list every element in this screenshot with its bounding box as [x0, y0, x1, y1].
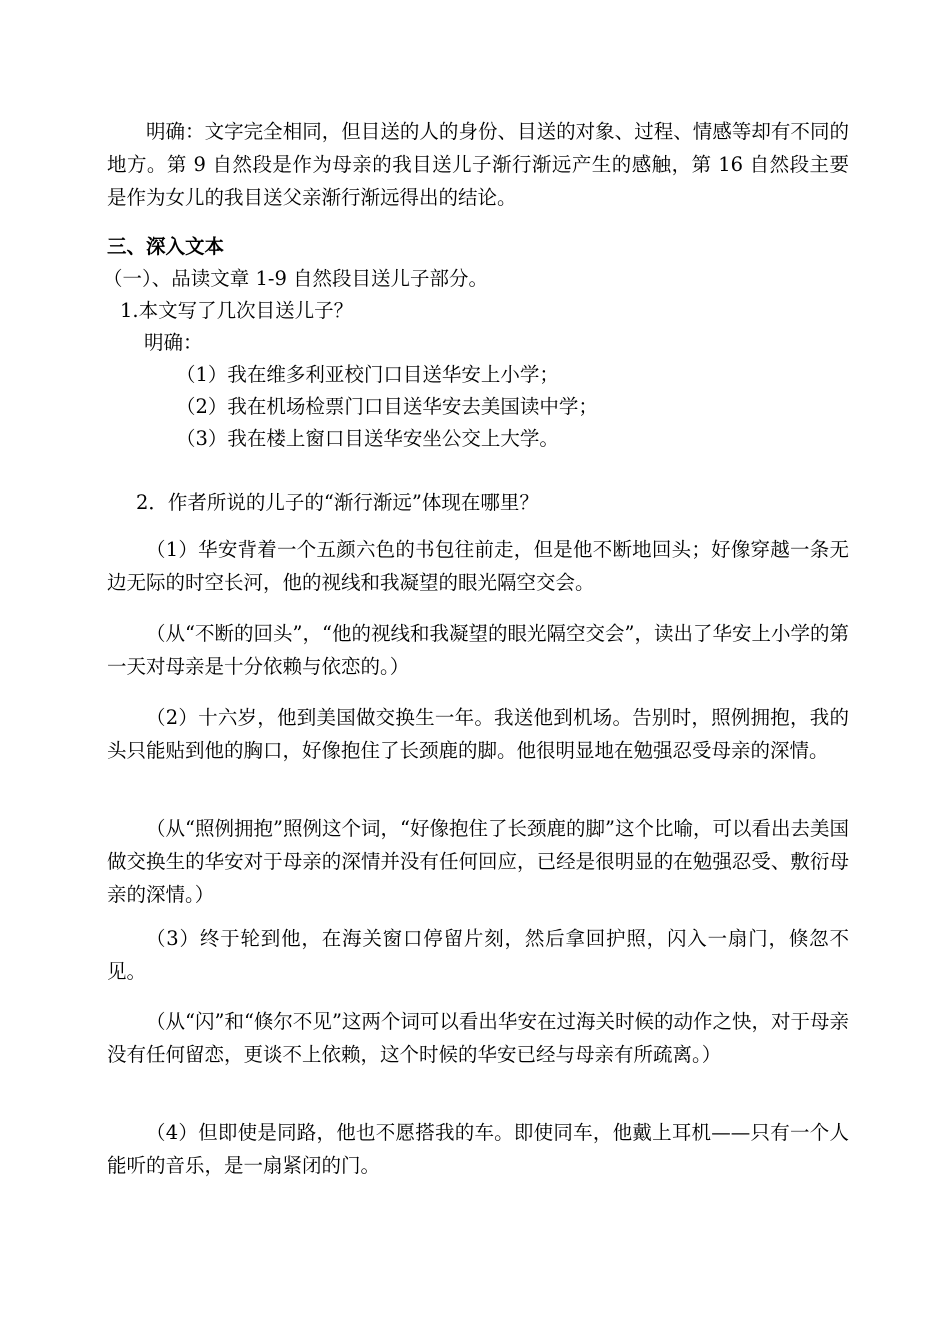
answer-item: （2）我在机场检票门口目送华安去美国读中学； [176, 395, 598, 418]
quote-paragraph: （2）十六岁，他到美国做交换生一年。我送他到机场。告别时，照例拥抱，我的头只能贴到他的胸口，好像抱住了长颈鹿的脚。他很明显地在勉强忍受母亲的深情。 [107, 706, 849, 762]
intro-clarify-paragraph: 明确：文字完全相同，但目送的人的身份、目送的对象、过程、情感等却有不同的地方。第 9 自然段是作为母亲的我目送儿子渐行渐远产生的感触，第 16 自然段主要是作为女儿的我目送父亲渐行渐远得出的结论。 [107, 120, 849, 209]
question-2: 2．作者所说的儿子的“渐行渐远”体现在哪里？ [136, 491, 539, 514]
question-1: 1.本文写了几次目送儿子？ [120, 299, 354, 322]
section-heading: 三、深入文本 [107, 235, 225, 258]
quote-paragraph: （4）但即使是同路，他也不愿搭我的车。即使同车，他戴上耳机——只有一个人能听的音乐，是一扇紧闭的门。 [107, 1121, 849, 1177]
clarify-label: 明确： [144, 331, 203, 354]
analysis-paragraph: （从“不断的回头”，“他的视线和我凝望的眼光隔空交会”，读出了华安上小学的第一天对母亲是十分依赖与依恋的。） [107, 622, 849, 678]
quote-paragraph: （3）终于轮到他，在海关窗口停留片刻，然后拿回护照，闪入一扇门，倏忽不见。 [107, 927, 849, 983]
answer-item: （3）我在楼上窗口目送华安坐公交上大学。 [176, 427, 559, 450]
quote-paragraph: （1）华安背着一个五颜六色的书包往前走，但是他不断地回头；好像穿越一条无边无际的时空长河，他的视线和我凝望的眼光隔空交会。 [107, 538, 849, 594]
analysis-paragraph: （从“照例拥抱”照例这个词，“好像抱住了长颈鹿的脚”这个比喻，可以看出去美国做交换生的华安对于母亲的深情并没有任何回应，已经是很明显的在勉强忍受、敷衍母亲的深情。） [107, 817, 849, 906]
answer-item: （1）我在维多利亚校门口目送华安上小学； [176, 363, 559, 386]
analysis-paragraph: （从“闪”和“倏尔不见”这两个词可以看出华安在过海关时候的动作之快，对于母亲没有任何留恋，更谈不上依赖，这个时候的华安已经与母亲有所疏离。） [107, 1010, 849, 1066]
subsection-heading: （一）、品读文章 1-9 自然段目送儿子部分。 [103, 267, 489, 290]
